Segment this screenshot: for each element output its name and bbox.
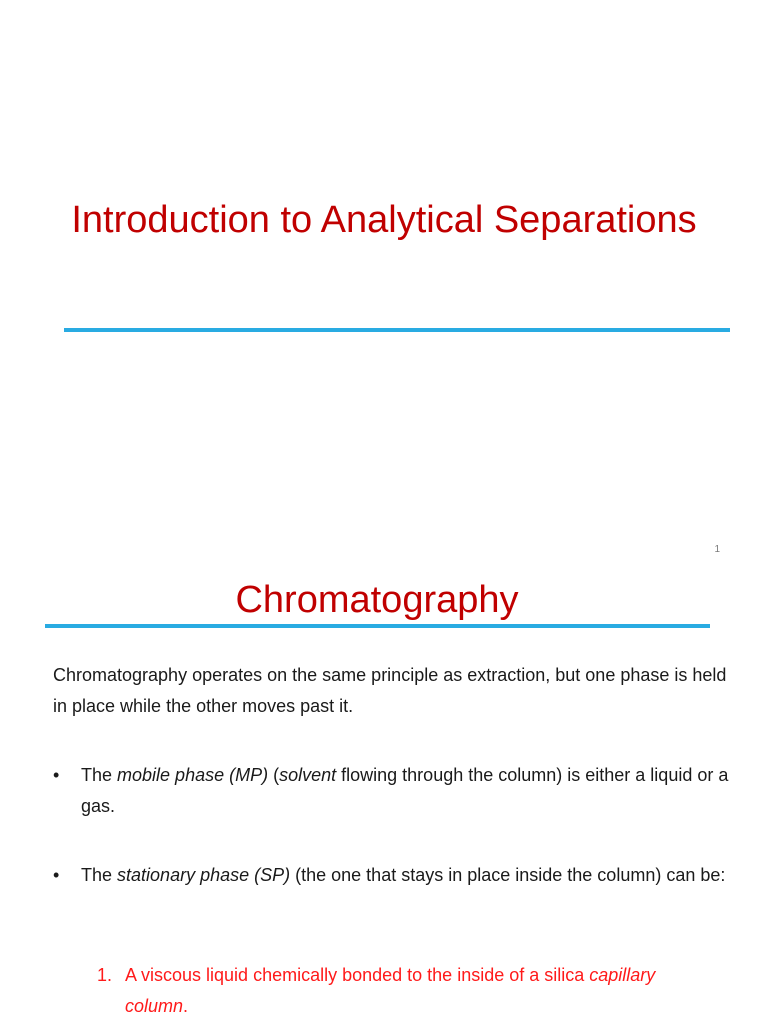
bullet-item-stationary-phase — [53, 860, 743, 891]
numbered-item — [97, 960, 717, 1022]
term-stationary-phase: stationary phase (SP) — [117, 865, 291, 885]
numbered-list — [97, 960, 717, 1022]
numbered-item-text: A viscous liquid chemically bonded to the inside of a silica — [125, 965, 590, 985]
page-number: 1 — [714, 544, 720, 555]
slide-2 — [0, 544, 768, 1024]
intro-paragraph: Chromatography operates on the same principle as extraction, but one phase is held in place while the other moves past it. — [53, 665, 727, 716]
bullet-text-lead: The — [81, 865, 118, 885]
bullet-text-mid: ( — [268, 765, 280, 785]
term-solvent: solvent — [279, 765, 337, 785]
bullet-text-tail: flowing through the column) is either a liquid or a gas. — [81, 765, 729, 816]
bullet-list — [53, 760, 743, 929]
bullet-icon: • — [53, 765, 60, 785]
slide-title: Chromatography — [235, 579, 519, 621]
bullet-item-mobile-phase — [53, 760, 743, 822]
bullet-text-tail: (the one that stays in place inside the column) can be: — [290, 865, 726, 885]
item-number: 1. — [97, 965, 113, 985]
title-underline — [45, 624, 710, 628]
numbered-item-tail: . — [183, 996, 189, 1016]
bullet-text-lead: The — [81, 765, 118, 785]
slide-title: Introduction to Analytical Separations — [71, 199, 697, 241]
term-mobile-phase: mobile phase (MP) — [117, 765, 269, 785]
bullet-icon: • — [53, 865, 60, 885]
title-underline — [64, 328, 730, 332]
term-capillary-column: capillary column — [125, 965, 656, 1016]
